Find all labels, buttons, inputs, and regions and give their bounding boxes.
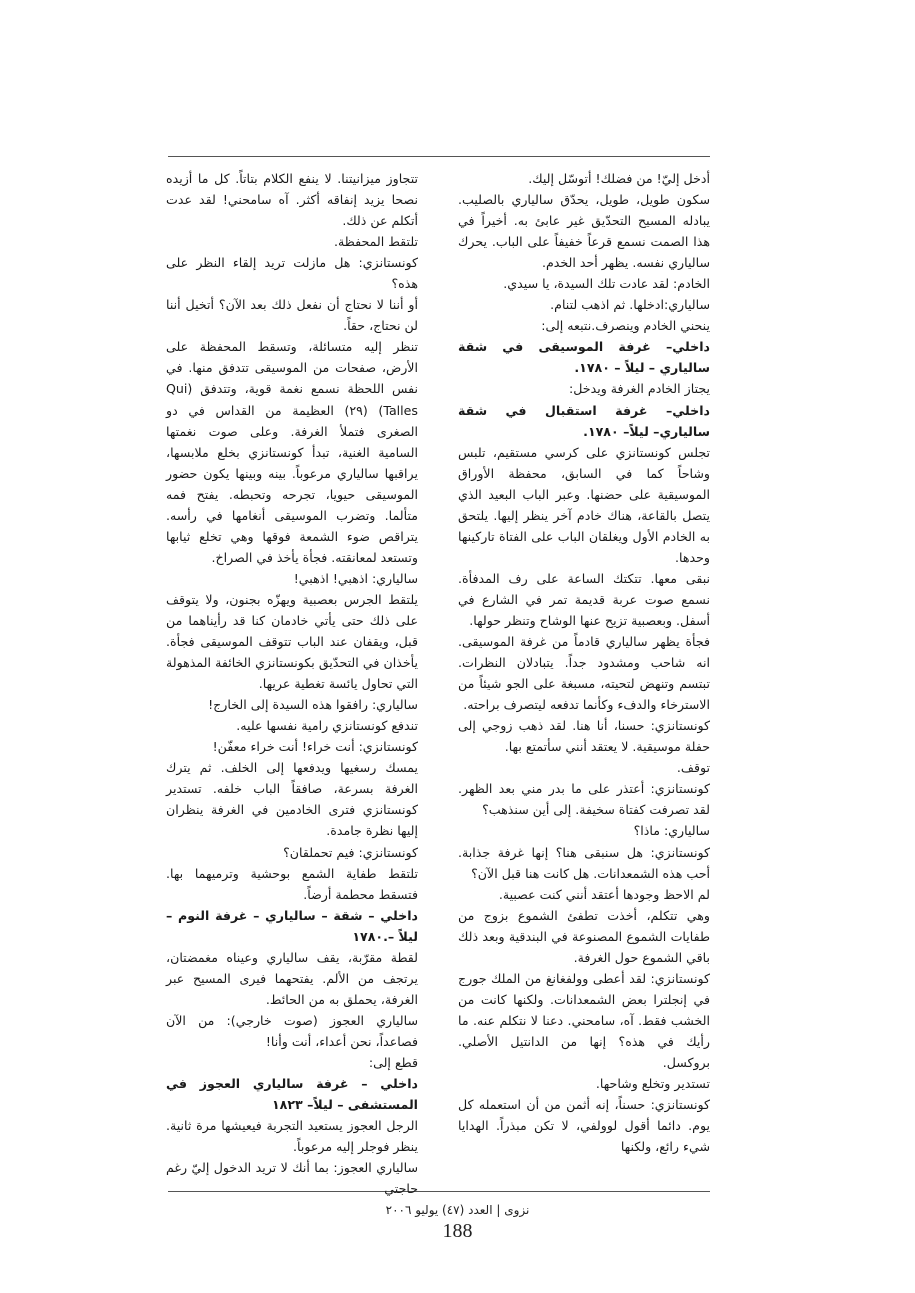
paragraph: لم الاحظ وجودها أعتقد أنني كنت عصبية.: [498, 886, 710, 902]
paragraph: كونستانزي: أعتذر على ما بدر مني بعد الظهر. لقد تصرفت كفتاة سخيفة. إلى أين سنذهب؟: [458, 781, 710, 818]
paragraph: تندفع كونستانزي رامية نفسها عليه.: [236, 718, 418, 734]
paragraph: قطع إلى:: [368, 1054, 418, 1070]
paragraph: كونستانزي: لقد أعطى وولفغانغ من الملك جورج في إنجلترا بعض الشمعدانات. ولكنها كانت من الخشب فقط. آه، سامحني. دعنا لا نتكلم عنه. ما رأيك في هذه؟ إنها من الدانتيل الأصلي. بروكسل.: [458, 970, 710, 1070]
paragraph: أو أننا لا نحتاج أن نفعل ذلك بعد الآن؟ أتخيل أننا لن نحتاج، حقاً.: [166, 297, 418, 334]
paragraph: يجتاز الخادم الغرفة ويدخل:: [569, 381, 710, 397]
text-column-left: [166, 168, 418, 1197]
paragraph: كونستانزي: حسنا، أنا هنا. لقد ذهب زوجي إلى حفلة موسيقية. لا يعتقد أنني سأتمتع بها.: [458, 718, 710, 755]
paragraph: كونستانزي: فيم تحملقان؟: [283, 844, 418, 860]
paragraph: تلتقط المحفظة.: [333, 234, 418, 250]
paragraph: سالياري: اذهبي! اذهبي!: [293, 570, 418, 586]
text-column-right: [458, 168, 710, 1188]
paragraph: كونستانزي: هل سنبقى هنا؟ إنها غرفة جذابة. أحب هذه الشمعدانات. هل كانت هنا قبل الآن؟: [458, 844, 710, 881]
paragraph: لقطة مقرّبة، يقف سالياري وعيناه مغمضتان، يرتجف من الألم. يفتحهما فيرى المسيح عبر الغرفة، يحملق به من الحائط.: [166, 949, 418, 1007]
paragraph: سالياري:ادخلها. ثم اذهب لتنام.: [550, 297, 710, 313]
paragraph: الخادم: لقد عادت تلك السيدة، يا سيدي.: [503, 276, 710, 292]
scene-heading: داخلي– غرفة استقبال في شقة سالياري– ليلاً– ١٧٨٠.: [458, 402, 710, 439]
paragraph: سالياري: رافقوا هذه السيدة إلى الخارج!: [208, 697, 418, 713]
scene-heading: داخلي – غرفة سالياري العجوز في المستشفى – ليلاً– ١٨٢٣: [166, 1076, 418, 1113]
paragraph: فجأة يظهر سالياري قادماً من غرفة الموسيقى. انه شاحب ومشدود جداً. يتبادلان النظرات. تبتسم وتنهض لتحيته، مسبغة على الجو شيئاً من الاسترخاء والدفء وكأنما تدفعه ليتصرف براحته.: [458, 634, 710, 713]
paragraph: تستدير وتخلع وشاحها.: [595, 1076, 710, 1092]
paragraph: يمسك رسغيها ويدفعها إلى الخلف. ثم يترك الغرفة بسرعة، صافقاً الباب خلفه. تستدير كونستانزي فترى الخادمين في الغرفة ينظران إليها نظرة جامدة.: [166, 760, 418, 839]
top-rule: [168, 156, 710, 157]
scene-heading: داخلي – شقة – سالياري – غرفة النوم – ليلاً –.١٧٨٠: [166, 907, 418, 944]
paragraph: سالياري: ماذا؟: [633, 823, 710, 839]
paragraph: تنظر إليه متسائلة، وتسقط المحفظة على الأرض، صفحات من الموسيقى تتدفق منها. في نفس اللحظة نسمع نغمة قوية، وتتدفق (Qui Talles) (٢٩) العظيمة من القداس في دو الصغرى فتملأ الغرفة. وعلى صوت نغمتها السامية الغنية، تبدأ كونستانزي بخلع ملابسها، يراقبها سالياري مرعوباً. بينه وبينها يكون حضور الموسيقى حيويا، تجرحه وتحبطه. يفتح فمه متألما. وتضرب الموسيقى أنغامها في رأسه. يتراقص ضوء الشمعة فوقها وهي تخلع ثيابها وتستعد لمعانقته. فجأة يأخذ في الصراخ.: [166, 339, 418, 565]
paragraph: نبقى معها. تتكتك الساعة على رف المدفأة. نسمع صوت عربة قديمة تمر في الشارع في أسفل. وبعصبية تزيح عنها الوشاح وتنظر حولها.: [458, 570, 710, 628]
paragraph: كونستانزي: أنت خراء! أنت خراء معفّن!: [212, 739, 418, 755]
paragraph: تجلس كونستانزي على كرسي مستقيم، تلبس وشاحاً كما في السابق، محفظة الأوراق الموسيقية على حضنها. وعبر الباب البعيد الذي يتصل بالقاعة، هناك خادم آخر ينظر إليها. يلتحق به الخادم الأول ويغلقان الباب على الفتاة تاركينها وحدها.: [458, 444, 710, 565]
paragraph: كونستانزي: هل مازلت تريد إلقاء النظر على هذه؟: [166, 255, 418, 292]
paragraph: سالياري العجوز: بما أنك لا تريد الدخول إليّ رغم حاجتي: [166, 1160, 418, 1197]
paragraph: توقف.: [676, 760, 710, 776]
paragraph: سكون طويل، طويل، يحدّق سالياري بالصليب. يبادله المسيح التحدّيق غير عابئ به. أخيراً في هذا الصمت نسمع قرعاً خفيفاً على الباب. يحرك سالياري نفسه. يظهر أحد الخدم.: [458, 192, 710, 271]
paragraph: سالياري العجوز (صوت خارجي): من الآن فصاعداً، نحن أعداء، أنت وأنا!: [166, 1012, 418, 1049]
paragraph: وهي تتكلم، أخذت تطفئ الشموع بزوج من طفايات الشموع المصنوعة في البندقية وبعد ذلك باقي الشموع حول الغرفة.: [458, 907, 710, 965]
scene-heading: داخلي– غرفة الموسيقى في شقة سالياري – ليلاً – ١٧٨٠.: [458, 339, 710, 376]
paragraph: تتجاوز ميزانيتنا. لا ينفع الكلام بتاتاً. كل ما أزيده نصحا يزيد إنفاقه أكثر. آه سامحني! لقد عدت أتكلم عن ذلك.: [166, 171, 418, 229]
paragraph: أدخل إليّ! من فضلك! أتوسّل إليك.: [528, 171, 710, 186]
paragraph: كونستانزي: حسناً، إنه أثمن من أن استعمله كل يوم. دائما أقول لوولفي، لا تكن مبذراً. الهدايا شيء رائع، ولكنها: [458, 1097, 710, 1155]
paragraph: يلتقط الجرس بعصبية ويهزّه بجنون، ولا يتوقف على ذلك حتى يأتي خادمان كنا قد رأيناهما من قبل، ويقفان عند الباب تتوقف الموسيقى فجأة. يأخذان في التحدّيق بكونستانزي الخائفة المذهولة التي تحاول يائسة تغطية عريها.: [166, 591, 418, 692]
paragraph: تلتقط طفاية الشمع بوحشية وترميهما بها. فتسقط محطمة أرضاً.: [166, 865, 418, 902]
issue-line: نزوى | العدد (٤٧) يوليو ٢٠٠٦: [385, 1203, 530, 1217]
paragraph: ينحني الخادم وينصرف.نتبعه إلى:: [541, 318, 710, 334]
page-number: 188: [442, 1220, 473, 1242]
paragraph: الرجل العجوز يستعيد التجربة فيعيشها مرة ثانية. ينظر فوجلر إليه مرعوباً.: [166, 1118, 418, 1155]
